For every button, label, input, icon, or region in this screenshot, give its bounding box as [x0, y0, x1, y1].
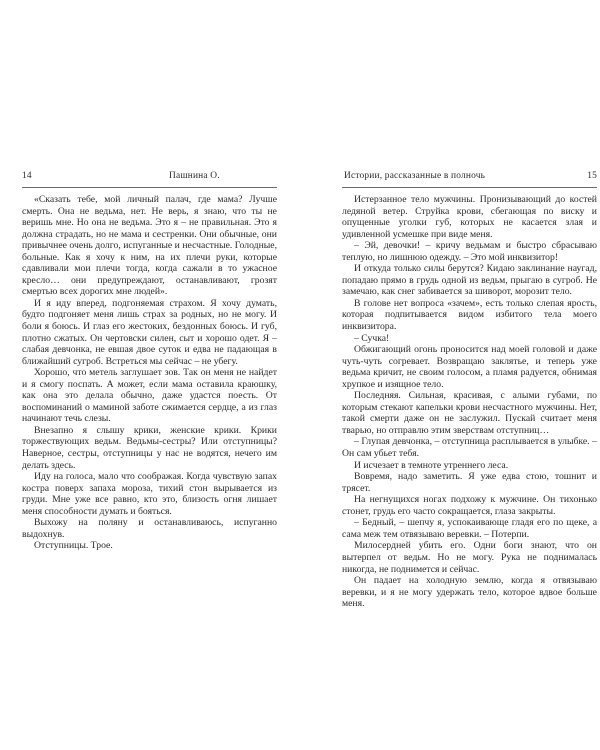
paragraph: В голове нет вопроса «зачем», есть только слепая ярость, которая подпитывается видом избитого тела моего инквизитора. — [342, 297, 597, 333]
left-page — [22, 170, 277, 552]
paragraph: «Сказать тебе, мой личный палач, где мама? Лучше смерть. Она не ведьма, нет. Не верь, я знаю, что ты не веришь мне. Но она не ведьма. Это я – не правильная. Это я должна страдать, но не мама и сестренки. Они обычные, они привычнее очень долго, испуганные и несчастные. Голодные, больные. Как я хочу к ним, на их плечи руки, которые сдавливали мои плечи тогда, когда сажали в то ужасное кресло… они предупреждают, останавливают, грозят смертью всех дорогих мне людей». — [22, 194, 277, 298]
paragraph: Милосердней убить его. Одни боги знают, что он вытерпел от ведьм. Но не могу. Рука не поднималась никогда, не поднимется и сейчас. — [342, 540, 597, 575]
paragraph: И я иду вперед, подгоняемая страхом. Я хочу думать, будто подгоняет меня лишь страх за родных, но не могу. И боли я боюсь. И глаз его жестоких, бездонных боюсь. И губ, плотно сжатых. Он чертовски силен, сыт и хорошо одет. Я – слабая девчонка, не евшая двое суток и едва не падающая в ближайший сугроб. Встреться мы сейчас – не убегу. — [22, 297, 277, 367]
paragraph: Истерзанное тело мужчины. Пронизывающий до костей ледяной ветер. Струйка крови, сбегающая по виску и опущенные уголки губ, которых не касается злая и удивленной усмешке при виде меня. — [342, 194, 597, 240]
paragraph: Он падает на холодную землю, когда я отвязываю веревки, и я не могу удержать тело, которое вдвое больше меня. — [342, 575, 597, 610]
paragraph: – Эй, девочки! – кричу ведьмам и быстро сбрасываю теплую, но лишнюю одежду. – Это мой инквизитор! — [342, 240, 597, 263]
paragraph: Обжигающий огонь проносится над моей головой и даже чуть-чуть согревает. Возвращаю заклятье, и теперь уже ведьма кричит, не своим голосом, а пламя радуется, обнимая хрупкое и изящное тело. — [342, 344, 597, 390]
paragraph: – Глупая девчонка, – отступница расплывается в улыбке. – Он сам убьет тебя. — [342, 436, 597, 460]
right-page — [342, 170, 597, 610]
paragraph: – Бедный, – шепчу я, успокаивающе гладя его по щеке, а сама меж тем отвязываю веревки. – Потерпи. — [342, 517, 597, 540]
paragraph: И откуда только силы берутся? Кидаю заклинание наугад, попадаю прямо в грудь одной из ведьм, прыгаю в сугроб. Не замечаю, как снег забивается за шиворот, морозит тело. — [342, 263, 597, 298]
paragraph: Иду на голоса, мало что соображая. Когда чувствую запах костра поверх запаха мороза, тихий стон вырывается из груди. Мне уже все равно, кто это, близость огня лишает меня способности думать и бояться. — [22, 471, 277, 517]
paragraph: Выхожу на поляну и останавливаюсь, испуганно выдохнув. — [22, 517, 277, 540]
right-running-head: Истории, рассказанные в полночь — [344, 171, 486, 181]
paragraph: Последняя. Сильная, красивая, с алыми губами, по которым стекают капельки крови несчастного мужчины. Нет, такой смерти даже он не заслужил. Пускай считает меня тварью, но отправлю этим зверствам отступниц… — [342, 390, 597, 436]
paragraph: И исчезает в темноте утреннего леса. — [354, 459, 509, 471]
paragraph: Внезапно я слышу крики, женские крики. Крики торжествующих ведьм. Ведьмы-сестры? Или отступницы? Наверное, сестры, отступницы у нас не водятся, нечего им делать здесь. — [22, 424, 277, 471]
left-page-number: 14 — [22, 171, 32, 181]
left-header-rule — [22, 187, 277, 188]
left-running-head: Пашнина О. — [169, 171, 220, 181]
right-page-header — [342, 170, 597, 183]
right-header-rule — [342, 187, 597, 188]
paragraph: На негнущихся ногах подхожу к мужчине. Он тихонько стонет, грудь его часто сокращается, глаза закрыты. — [342, 494, 597, 517]
right-page-number: 15 — [587, 171, 597, 181]
left-page-header — [22, 170, 277, 183]
paragraph: – Сучка! — [354, 332, 390, 344]
left-page-body — [22, 194, 277, 552]
paragraph: Хорошо, что метель заглушает зов. Так он меня не найдет и я смогу поспать. А может, если мама оставила краюшку, как она это делала обычно, даже удастся поесть. От воспоминаний о маминой заботе сжимается сердце, а из глаз начинают течь слезы. — [22, 367, 277, 425]
paragraph: Вовремя, надо заметить. Я уже едва стою, тошнит и трясет. — [342, 471, 597, 494]
right-page-body — [342, 194, 597, 610]
paragraph: Отступницы. Трое. — [34, 540, 113, 552]
